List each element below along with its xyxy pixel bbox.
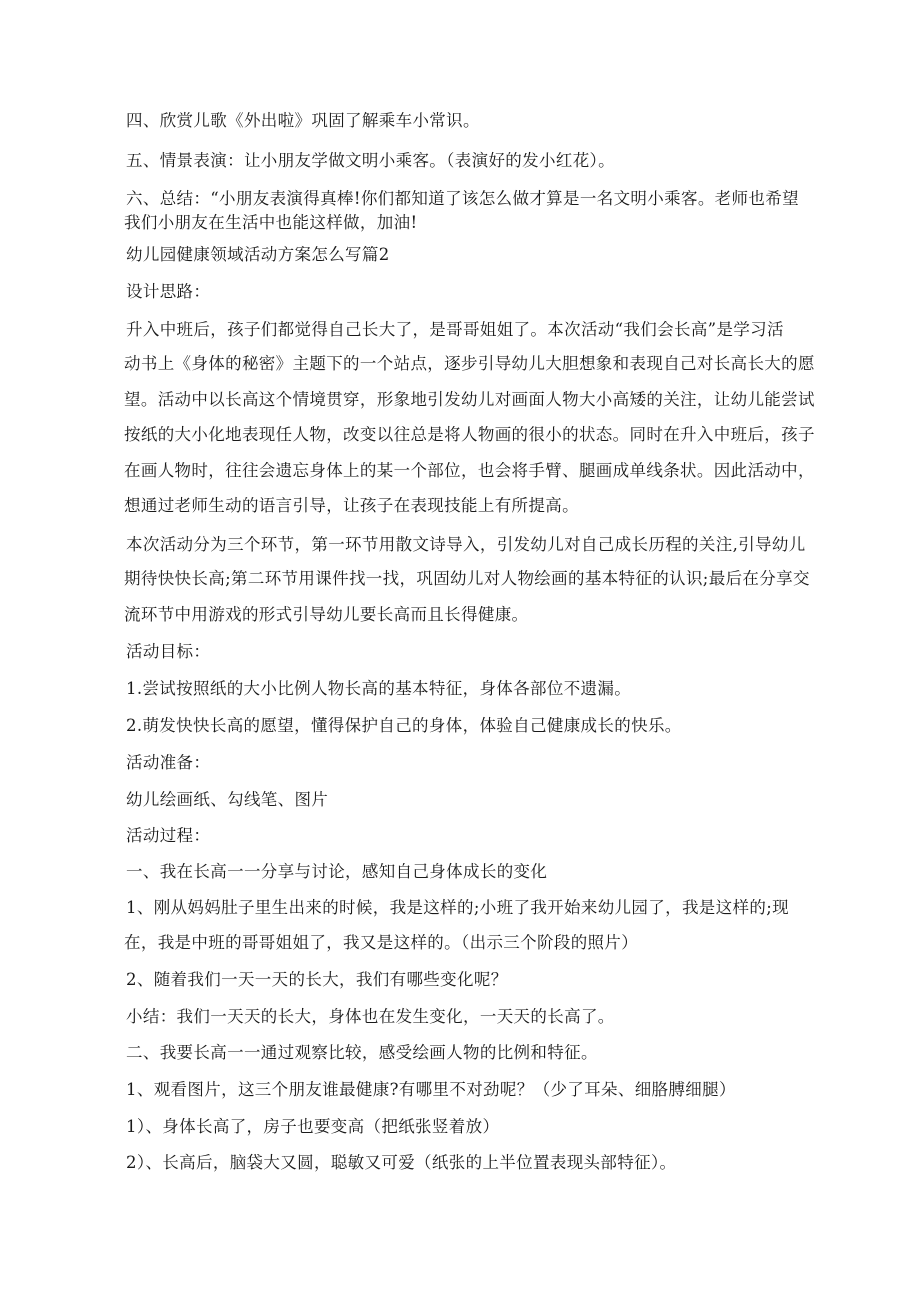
section-heading: 活动准备： [126, 753, 211, 772]
list-item: 2.萌发快快长高的愿望，懂得保护自己的身体，体验自己健康成长的快乐。 [126, 716, 682, 735]
paragraph-line: 二、我要长高一一通过观察比较，感受绘画人物的比例和特征。 [126, 1043, 598, 1062]
section-title: 幼儿园健康领域活动方案怎么写篇2 [126, 245, 390, 264]
paragraph-line: 流环节中用游戏的形式引导幼儿要长高而且长得健康。 [124, 605, 529, 624]
paragraph-line: 按纸的大小化地表现任人物，改变以往总是将人物画的很小的状态。同时在升入中班后，孩子 [124, 425, 815, 444]
list-item: 1.尝试按照纸的大小比例人物长高的基本特征，身体各部位不遗漏。 [126, 679, 632, 698]
paragraph-line: 升入中班后，孩子们都觉得自己长大了，是哥哥姐姐了。本次活动“我们会长高”是学习活 [126, 320, 784, 339]
paragraph-line: 在，我是中班的哥哥姐姐了，我又是这样的。（出示三个阶段的照片） [124, 933, 639, 952]
paragraph-line: 小结：我们一天天的长大，身体也在发生变化，一天天的长高了。 [126, 1007, 615, 1026]
section-heading: 活动过程： [126, 826, 211, 845]
paragraph-line: 想通过老师生动的语言引导，让孩子在表现技能上有所提高。 [124, 496, 579, 515]
section-heading: 设计思路： [126, 282, 211, 301]
section-heading: 活动目标： [126, 642, 211, 661]
paragraph-line: 期待快快长高;第二环节用课件找一找，巩固幼儿对人物绘画的基本特征的认识;最后在分享交 [124, 569, 810, 588]
list-item: 2）、长高后，脑袋大又圆，聪敏又可爱（纸张的上半位置表现头部特征）。 [126, 1153, 677, 1172]
paragraph-line: 幼儿绘画纸、勾线笔、图片 [126, 790, 329, 809]
paragraph-line: 一、我在长高一一分享与讨论，感知自己身体成长的变化 [126, 862, 548, 881]
paragraph-line: 在画人物时，往往会遗忘身体上的某一个部位，也会将手臂、腿画成单线条状。因此活动中， [124, 461, 815, 480]
list-item: 1、观看图片，这三个朋友谁最健康?有哪里不对劲呢？（少了耳朵、细胳膊细腿） [126, 1080, 736, 1099]
paragraph-line: 五、情景表演：让小朋友学做文明小乘客。（表演好的发小红花）。 [126, 151, 615, 170]
paragraph-line: 望。活动中以长高这个情境贯穿，形象地引发幼儿对画面人物大小高矮的关注，让幼儿能尝试 [124, 390, 815, 409]
list-item: 2、随着我们一天一天的长大，我们有哪些变化呢？ [126, 970, 508, 989]
list-item: 1）、身体长高了，房子也要变高（把纸张竖着放） [126, 1117, 500, 1136]
paragraph-line: 四、欣赏儿歌《外出啦》巩固了解乘车小常识。 [126, 111, 480, 130]
list-item: 1、刚从妈妈肚子里生出来的时候，我是这样的;小班了我开始来幼儿园了，我是这样的;现 [126, 898, 789, 917]
paragraph-line: 我们小朋友在生活中也能这样做，加油! [124, 213, 418, 232]
paragraph-line: 本次活动分为三个环节，第一环节用散文诗导入，引发幼儿对自己成长历程的关注,引导幼儿 [126, 535, 806, 554]
paragraph-line: 六、总结：“小朋友表演得真棒!你们都知道了该怎么做才算是一名文明小乘客。老师也希望 [126, 189, 799, 208]
paragraph-line: 动书上《身体的秘密》主题下的一个站点，逐步引导幼儿大胆想象和表现自己对长高长大的愿 [124, 354, 815, 373]
